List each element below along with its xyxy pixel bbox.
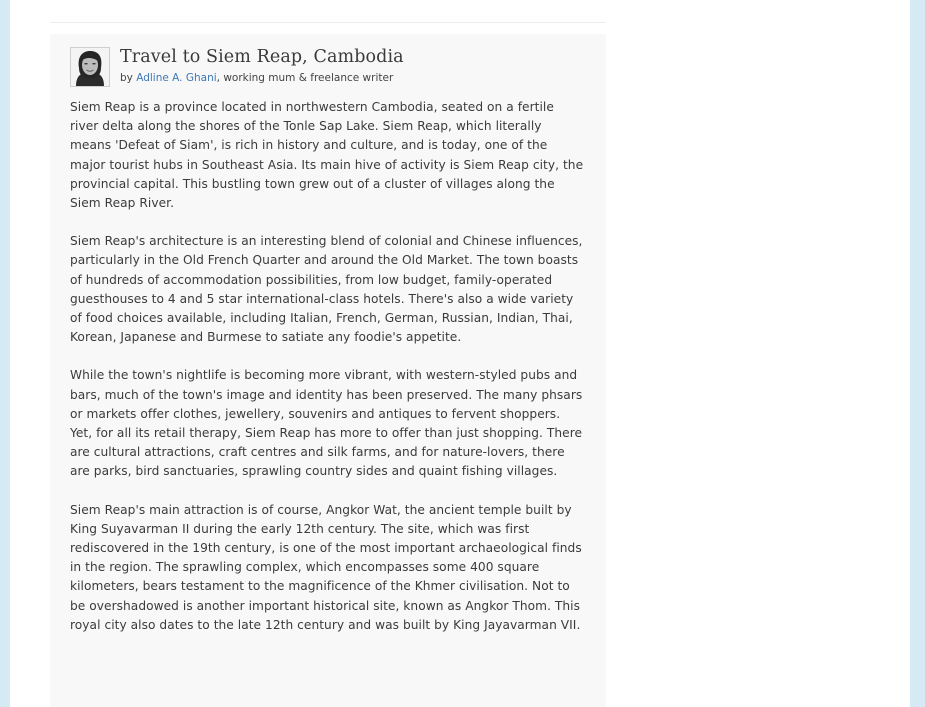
article-header — [70, 46, 586, 98]
article-title: Travel to Siem Reap, Cambodia — [120, 47, 404, 67]
byline-suffix: , working mum & freelance writer — [216, 72, 394, 84]
avatar-portrait-icon — [71, 48, 109, 86]
top-divider — [50, 22, 606, 23]
article-paragraph-1: Siem Reap is a province located in northwestern Cambodia, seated on a fertile river delta along the shores of the Tonle Sap Lake. Siem Reap, which literally means 'Defeat of Siam', is rich in history and culture, and is today, one of the major tourist hubs in Southeast Asia. Its main hive of activity is Siem Reap city, the provincial capital. This bustling town grew out of a cluster of villages along the Siem Reap River. — [70, 100, 584, 211]
author-link[interactable]: Adline A. Ghani — [136, 72, 217, 84]
author-avatar[interactable] — [70, 47, 110, 87]
page — [10, 0, 910, 707]
article-paragraph-2: Siem Reap's architecture is an interesting blend of colonial and Chinese influences, particularly in the Old French Quarter and around the Old Market. The town boasts of hundreds of accommodation possibilities, from low budget, family-operated guesthouses to 4 and 5 star international-class hotels. There's also a wide variety of food choices available, including Italian, French, German, Russian, Indian, Thai, Korean, Japanese and Burmese to satiate any foodie's appetite. — [70, 234, 583, 345]
article-card — [50, 34, 606, 707]
byline-prefix: by — [120, 72, 137, 84]
byline — [120, 72, 393, 84]
article-paragraph-4: Siem Reap's main attraction is of course, Angkor Wat, the ancient temple built by King Suyavarman II during the early 12th century. The site, which was first rediscovered in the 19th century, is one of the most important archaeological finds in the region. The sprawling complex, which encompasses some 400 square kilometers, bears testament to the magnificence of the Khmer civilisation. Not to be overshadowed is another important historical site, known as Angkor Thom. This royal city also dates to the late 12th century and was built by King Jayavarman VII. — [70, 502, 582, 632]
article-body — [70, 98, 586, 635]
article-paragraph-3: While the town's nightlife is becoming more vibrant, with western-styled pubs and bars, much of the town's image and identity has been preserved. The many phsars or markets offer clothes, jewellery, souvenirs and antiques to fervent shoppers. Yet, for all its retail therapy, Siem Reap has more to offer than just shopping. There are cultural attractions, craft centres and silk farms, and for nature-lovers, there are parks, bird sanctuaries, sprawling country sides and quaint fishing villages. — [70, 368, 583, 479]
